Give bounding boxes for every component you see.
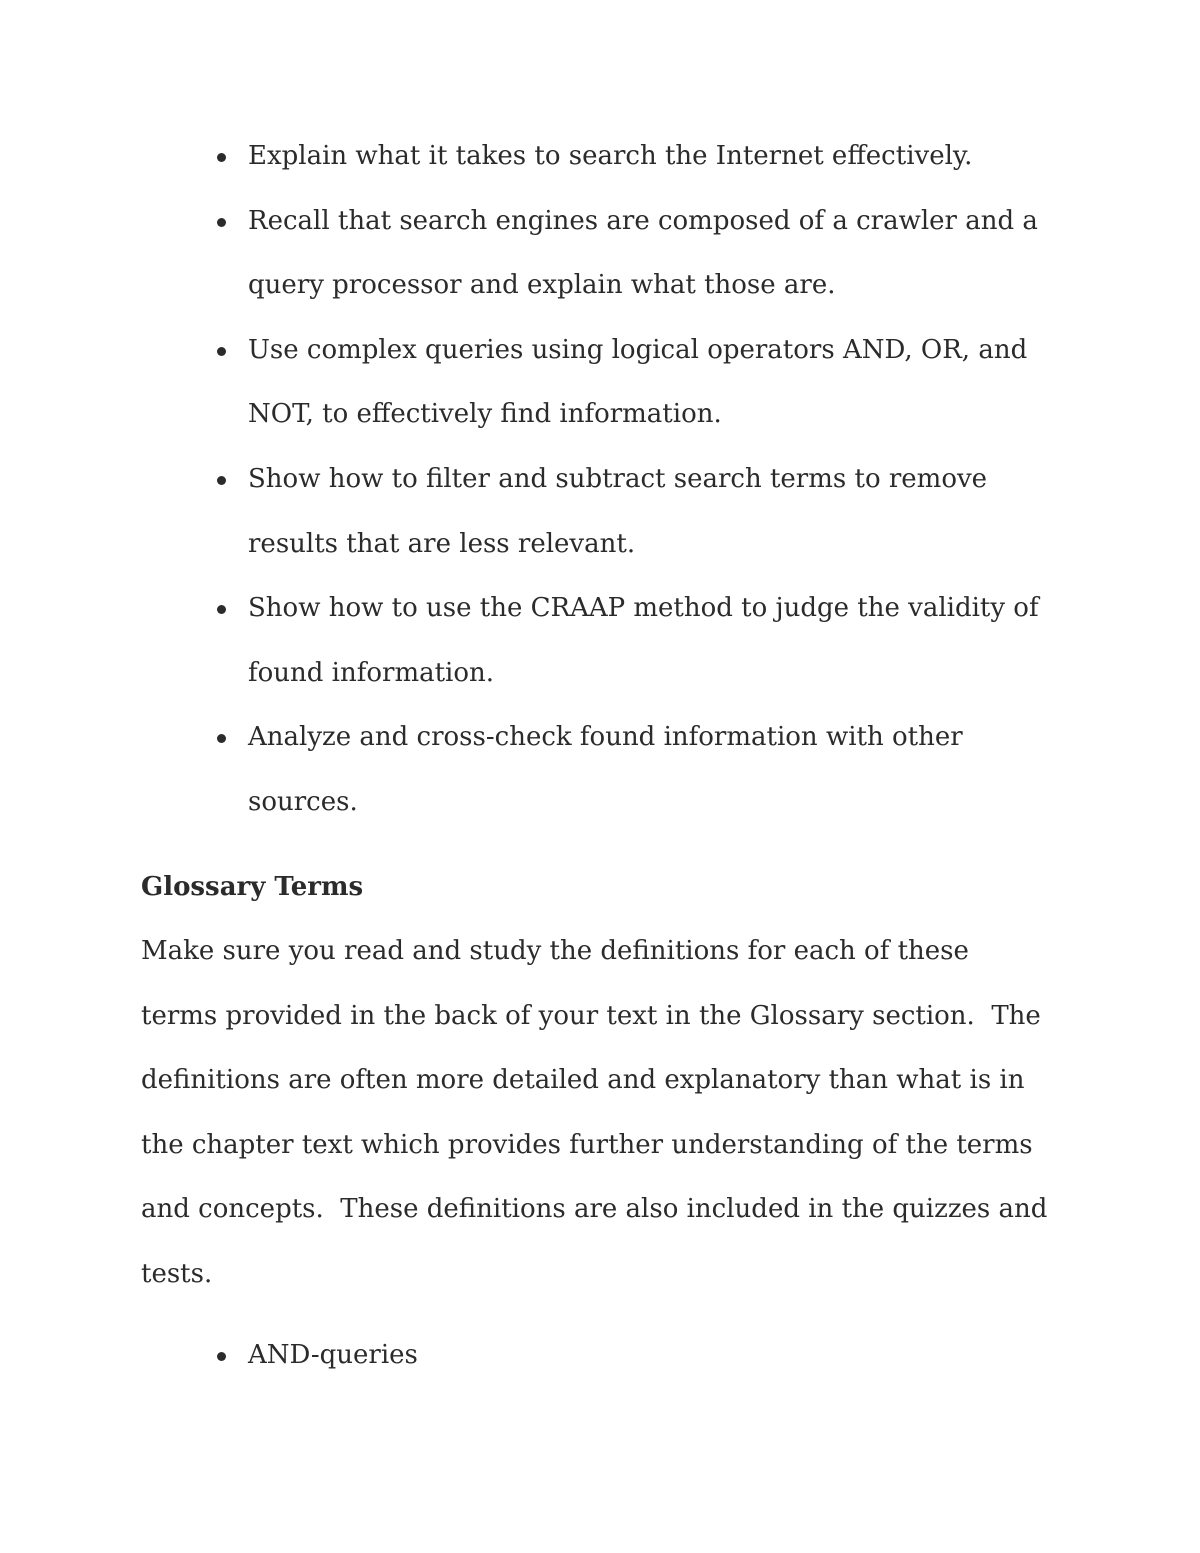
list-item-text: Show how to filter and subtract search terms to remove results that are less relevant.	[248, 463, 988, 559]
bullet-icon	[217, 347, 226, 356]
bullet-icon	[217, 153, 226, 162]
list-item	[248, 189, 1068, 318]
list-item	[248, 576, 1068, 705]
glossary-terms-list	[248, 1323, 1068, 1388]
bullet-icon	[217, 476, 226, 485]
bullet-icon	[217, 605, 226, 614]
objectives-list	[248, 124, 1068, 835]
list-item-text: Recall that search engines are composed of a crawler and a query processor and explain what those are.	[248, 205, 1038, 301]
list-item-text: Use complex queries using logical operators AND, OR, and NOT, to effectively find information.	[248, 334, 1028, 430]
list-item	[248, 705, 1068, 834]
bullet-icon	[217, 734, 226, 743]
list-item	[248, 318, 1068, 447]
bullet-icon	[217, 1352, 226, 1361]
bullet-icon	[217, 218, 226, 227]
list-item	[248, 447, 1068, 576]
list-item-text: Analyze and cross-check found information with other sources.	[248, 722, 963, 817]
list-item-text: Explain what it takes to search the Internet effectively.	[248, 141, 973, 171]
list-item-text: Show how to use the CRAAP method to judge the validity of found information.	[248, 593, 1039, 688]
glossary-heading: Glossary Terms	[141, 872, 364, 902]
glossary-intro-paragraph: Make sure you read and study the definitions for each of these terms provided in the back of your text in the Glossary section. The definitions are often more detailed and explanatory than what is in the chapter text which provides further understanding of the terms and concepts. These definitions are also included in the quizzes and tests.	[141, 936, 1056, 1289]
list-item	[248, 124, 1068, 189]
glossary-term: AND-queries	[248, 1340, 418, 1370]
list-item	[248, 1323, 1068, 1388]
